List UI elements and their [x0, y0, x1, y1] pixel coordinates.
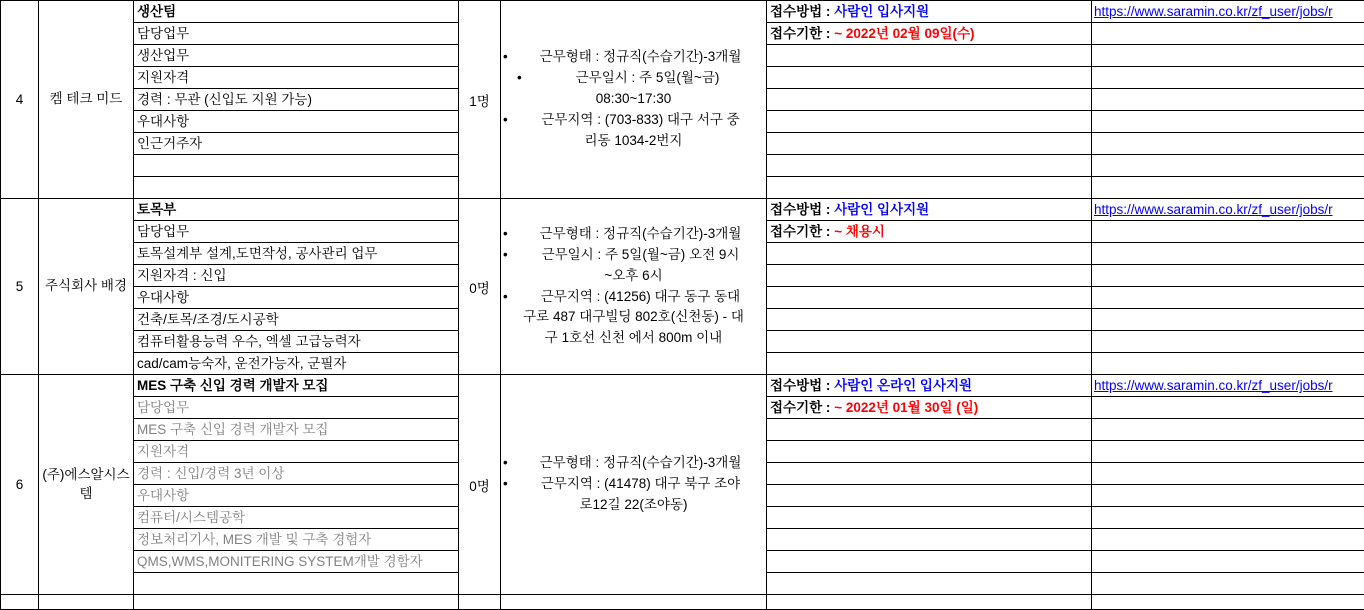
apply-info-label: 접수기한 : [770, 400, 830, 415]
apply-info-line [767, 177, 1091, 199]
work-conditions [501, 375, 767, 595]
recruit-count: 0명 [459, 199, 501, 375]
job-detail-line: 담당업무 [134, 397, 458, 419]
work-condition-subitem [501, 68, 766, 89]
apply-link[interactable]: https://www.saramin.co.kr/zf_user/jobs/r [1094, 202, 1333, 217]
apply-info-value: 사람인 입사지원 [834, 202, 929, 217]
bullet-icon: • [503, 47, 508, 68]
bullet-icon: • [503, 474, 508, 495]
apply-link-cell[interactable] [1092, 1, 1364, 23]
apply-info-value: ~ 2022년 01월 30일 (일) [834, 400, 978, 415]
work-condition-text: 리동 1034-2번지 [585, 133, 683, 148]
apply-link-cell-empty [1092, 573, 1364, 595]
job-detail-line [134, 155, 458, 177]
apply-info-lines [767, 375, 1091, 594]
job-detail-lines [134, 375, 458, 594]
apply-info-line [767, 573, 1091, 595]
recruit-count: 0명 [459, 375, 501, 595]
apply-link-block [1092, 1, 1364, 199]
partial-cell [134, 595, 459, 610]
company-name: (주)에스알시스템 [39, 375, 134, 595]
work-condition-cont [501, 89, 766, 110]
apply-link-cell-empty [1092, 243, 1364, 265]
bullet-icon: • [517, 68, 522, 89]
apply-info-line [767, 243, 1091, 265]
job-detail-line: 지원자격 : 신입 [134, 265, 458, 287]
apply-info-line [767, 133, 1091, 155]
bullet-icon: • [503, 453, 508, 474]
recruit-count: 1명 [459, 1, 501, 199]
job-detail-line: 담당업무 [134, 221, 458, 243]
work-condition-text: 구로 487 대구빌딩 802호(신천동) - 대 [523, 309, 744, 324]
work-condition-text: 근무형태 : 정규직(수습기간)-3개월 [540, 226, 742, 241]
job-detail-line [134, 573, 458, 595]
apply-info-block [767, 375, 1092, 595]
job-detail-block [134, 199, 459, 375]
apply-link-cell-empty [1092, 89, 1364, 111]
apply-link-cell-empty [1092, 287, 1364, 309]
job-detail-line: cad/cam능숙자, 운전가능자, 군필자 [134, 353, 458, 375]
apply-info-line [767, 331, 1091, 353]
apply-link-cell-empty [1092, 507, 1364, 529]
apply-info-line [767, 221, 1091, 243]
job-detail-block [134, 1, 459, 199]
apply-info-value: 사람인 입사지원 [834, 4, 929, 19]
row-number: 6 [1, 375, 39, 595]
partial-cell [39, 595, 134, 610]
apply-info-line [767, 419, 1091, 441]
apply-info-line [767, 23, 1091, 45]
apply-link-lines [1092, 1, 1364, 198]
work-condition-text: 근무일시 : 주 5일(월~금) 오전 9시 [542, 247, 740, 262]
apply-info-value: ~ 2022년 02월 09일(수) [834, 26, 974, 41]
job-detail-line: 컴퓨터활용능력 우수, 엑셀 고급능력자 [134, 331, 458, 353]
job-detail-line: 생산업무 [134, 45, 458, 67]
partial-cell [501, 595, 767, 610]
job-detail-line: 경력 : 신입/경력 3년 이상 [134, 463, 458, 485]
company-name: 켐 테크 미드 [39, 1, 134, 199]
work-condition-item [501, 224, 766, 245]
apply-link-block [1092, 375, 1364, 595]
partial-cell [1092, 595, 1364, 610]
table-row-partial [1, 595, 1364, 610]
work-condition-cont [501, 307, 766, 328]
job-detail-line: 담당업무 [134, 23, 458, 45]
bullet-icon: • [503, 224, 508, 245]
apply-info-block [767, 1, 1092, 199]
work-condition-cont [501, 328, 766, 349]
apply-link-cell-empty [1092, 155, 1364, 177]
job-detail-line: 건축/토목/조경/도시공학 [134, 309, 458, 331]
apply-link[interactable]: https://www.saramin.co.kr/zf_user/jobs/r [1094, 378, 1333, 393]
apply-info-line [767, 287, 1091, 309]
work-condition-text: 로12길 22(조야동) [580, 497, 688, 512]
apply-info-line [767, 265, 1091, 287]
table-row [1, 1, 1364, 199]
apply-info-label: 접수방법 : [770, 378, 830, 393]
work-conditions [501, 1, 767, 199]
job-detail-line: 토목부 [134, 199, 458, 221]
apply-info-line [767, 111, 1091, 133]
apply-info-line [767, 155, 1091, 177]
apply-info-label: 접수기한 : [770, 224, 830, 239]
apply-info-line [767, 89, 1091, 111]
work-condition-cont [501, 131, 766, 152]
table-row [1, 375, 1364, 595]
apply-link-cell-empty [1092, 221, 1364, 243]
apply-link-cell[interactable] [1092, 375, 1364, 397]
apply-info-value: 사람인 온라인 입사지원 [834, 378, 972, 393]
table-row [1, 199, 1364, 375]
work-condition-cont [501, 266, 766, 287]
apply-info-block [767, 199, 1092, 375]
job-detail-line: 지원자격 [134, 67, 458, 89]
row-number: 4 [1, 1, 39, 199]
bullet-icon: • [503, 245, 508, 266]
work-condition-item [501, 47, 766, 68]
apply-info-line [767, 551, 1091, 573]
apply-info-lines [767, 1, 1091, 198]
job-detail-line: 생산팀 [134, 1, 458, 23]
apply-info-label: 접수방법 : [770, 202, 830, 217]
apply-link-cell-empty [1092, 419, 1364, 441]
apply-info-line [767, 397, 1091, 419]
job-detail-line: 지원자격 [134, 441, 458, 463]
apply-link-cell-empty [1092, 551, 1364, 573]
work-condition-text: 구 1호선 신천 에서 800m 이내 [545, 330, 722, 345]
work-condition-text: 근무지역 : (41478) 대구 북구 조야 [541, 476, 740, 491]
job-detail-line: 우대사항 [134, 111, 458, 133]
work-condition-item [501, 453, 766, 474]
apply-link-cell-empty [1092, 397, 1364, 419]
job-detail-line: 토목설계부 설계,도면작성, 공사관리 업무 [134, 243, 458, 265]
apply-link-cell-empty [1092, 309, 1364, 331]
apply-link-cell-empty [1092, 265, 1364, 287]
apply-info-line [767, 375, 1091, 397]
apply-info-line [767, 485, 1091, 507]
partial-cell [459, 595, 501, 610]
apply-info-line [767, 507, 1091, 529]
apply-info-label: 접수기한 : [770, 26, 830, 41]
apply-link-cell-empty [1092, 463, 1364, 485]
work-condition-item [501, 245, 766, 266]
partial-cell [1, 595, 39, 610]
work-conditions [501, 199, 767, 375]
apply-link-cell-empty [1092, 45, 1364, 67]
partial-cell [767, 595, 1092, 610]
company-name: 주식회사 배경 [39, 199, 134, 375]
apply-link-cell-empty [1092, 529, 1364, 551]
apply-info-line [767, 441, 1091, 463]
job-detail-line: QMS,WMS,MONITERING SYSTEM개발 경함자 [134, 551, 458, 573]
work-condition-text: 근무형태 : 정규직(수습기간)-3개월 [540, 49, 742, 64]
apply-link-lines [1092, 375, 1364, 594]
job-detail-line: 경력 : 무관 (신입도 지원 가능) [134, 89, 458, 111]
work-condition-text: 근무지역 : (703-833) 대구 서구 중 [541, 112, 739, 127]
work-condition-cont [501, 495, 766, 516]
apply-info-value: ~ 채용시 [834, 224, 885, 239]
job-detail-block [134, 375, 459, 595]
bullet-icon: • [503, 110, 508, 131]
job-detail-line: MES 구축 신입 경력 개발자 모집 [134, 419, 458, 441]
job-detail-line: MES 구축 신입 경력 개발자 모집 [134, 375, 458, 397]
apply-link[interactable]: https://www.saramin.co.kr/zf_user/jobs/r [1094, 4, 1333, 19]
apply-link-cell-empty [1092, 177, 1364, 199]
apply-link-block [1092, 199, 1364, 375]
work-condition-text: ~오후 6시 [604, 268, 662, 283]
apply-link-cell-empty [1092, 353, 1364, 375]
work-condition-item [501, 287, 766, 308]
apply-info-line [767, 1, 1091, 23]
job-detail-line: 인근거주자 [134, 133, 458, 155]
apply-info-label: 접수방법 : [770, 4, 830, 19]
apply-info-line [767, 353, 1091, 375]
apply-info-line [767, 463, 1091, 485]
apply-link-lines [1092, 199, 1364, 374]
apply-info-line [767, 199, 1091, 221]
apply-link-cell-empty [1092, 485, 1364, 507]
row-number: 5 [1, 199, 39, 375]
work-condition-text: 근무지역 : (41256) 대구 동구 동대 [541, 289, 740, 304]
job-detail-line: 컴퓨터/시스템공학 [134, 507, 458, 529]
apply-link-cell-empty [1092, 331, 1364, 353]
apply-info-lines [767, 199, 1091, 374]
work-condition-text: 08:30~17:30 [596, 91, 671, 106]
work-condition-text: 근무일시 : 주 5일(월~금) [576, 70, 720, 85]
apply-link-cell-empty [1092, 23, 1364, 45]
apply-link-cell-empty [1092, 111, 1364, 133]
apply-info-line [767, 309, 1091, 331]
apply-info-line [767, 529, 1091, 551]
apply-link-cell-empty [1092, 441, 1364, 463]
job-detail-lines [134, 199, 458, 374]
job-detail-line: 우대사항 [134, 287, 458, 309]
apply-link-cell[interactable] [1092, 199, 1364, 221]
work-condition-item [501, 474, 766, 495]
work-condition-item [501, 110, 766, 131]
apply-info-line [767, 67, 1091, 89]
apply-link-cell-empty [1092, 133, 1364, 155]
apply-info-line [767, 45, 1091, 67]
job-detail-line [134, 177, 458, 199]
work-condition-text: 근무형태 : 정규직(수습기간)-3개월 [540, 455, 742, 470]
job-detail-line: 우대사항 [134, 485, 458, 507]
job-detail-lines [134, 1, 458, 198]
apply-link-cell-empty [1092, 67, 1364, 89]
bullet-icon: • [503, 287, 508, 308]
job-detail-line: 정보처리기사, MES 개발 및 구축 경험자 [134, 529, 458, 551]
